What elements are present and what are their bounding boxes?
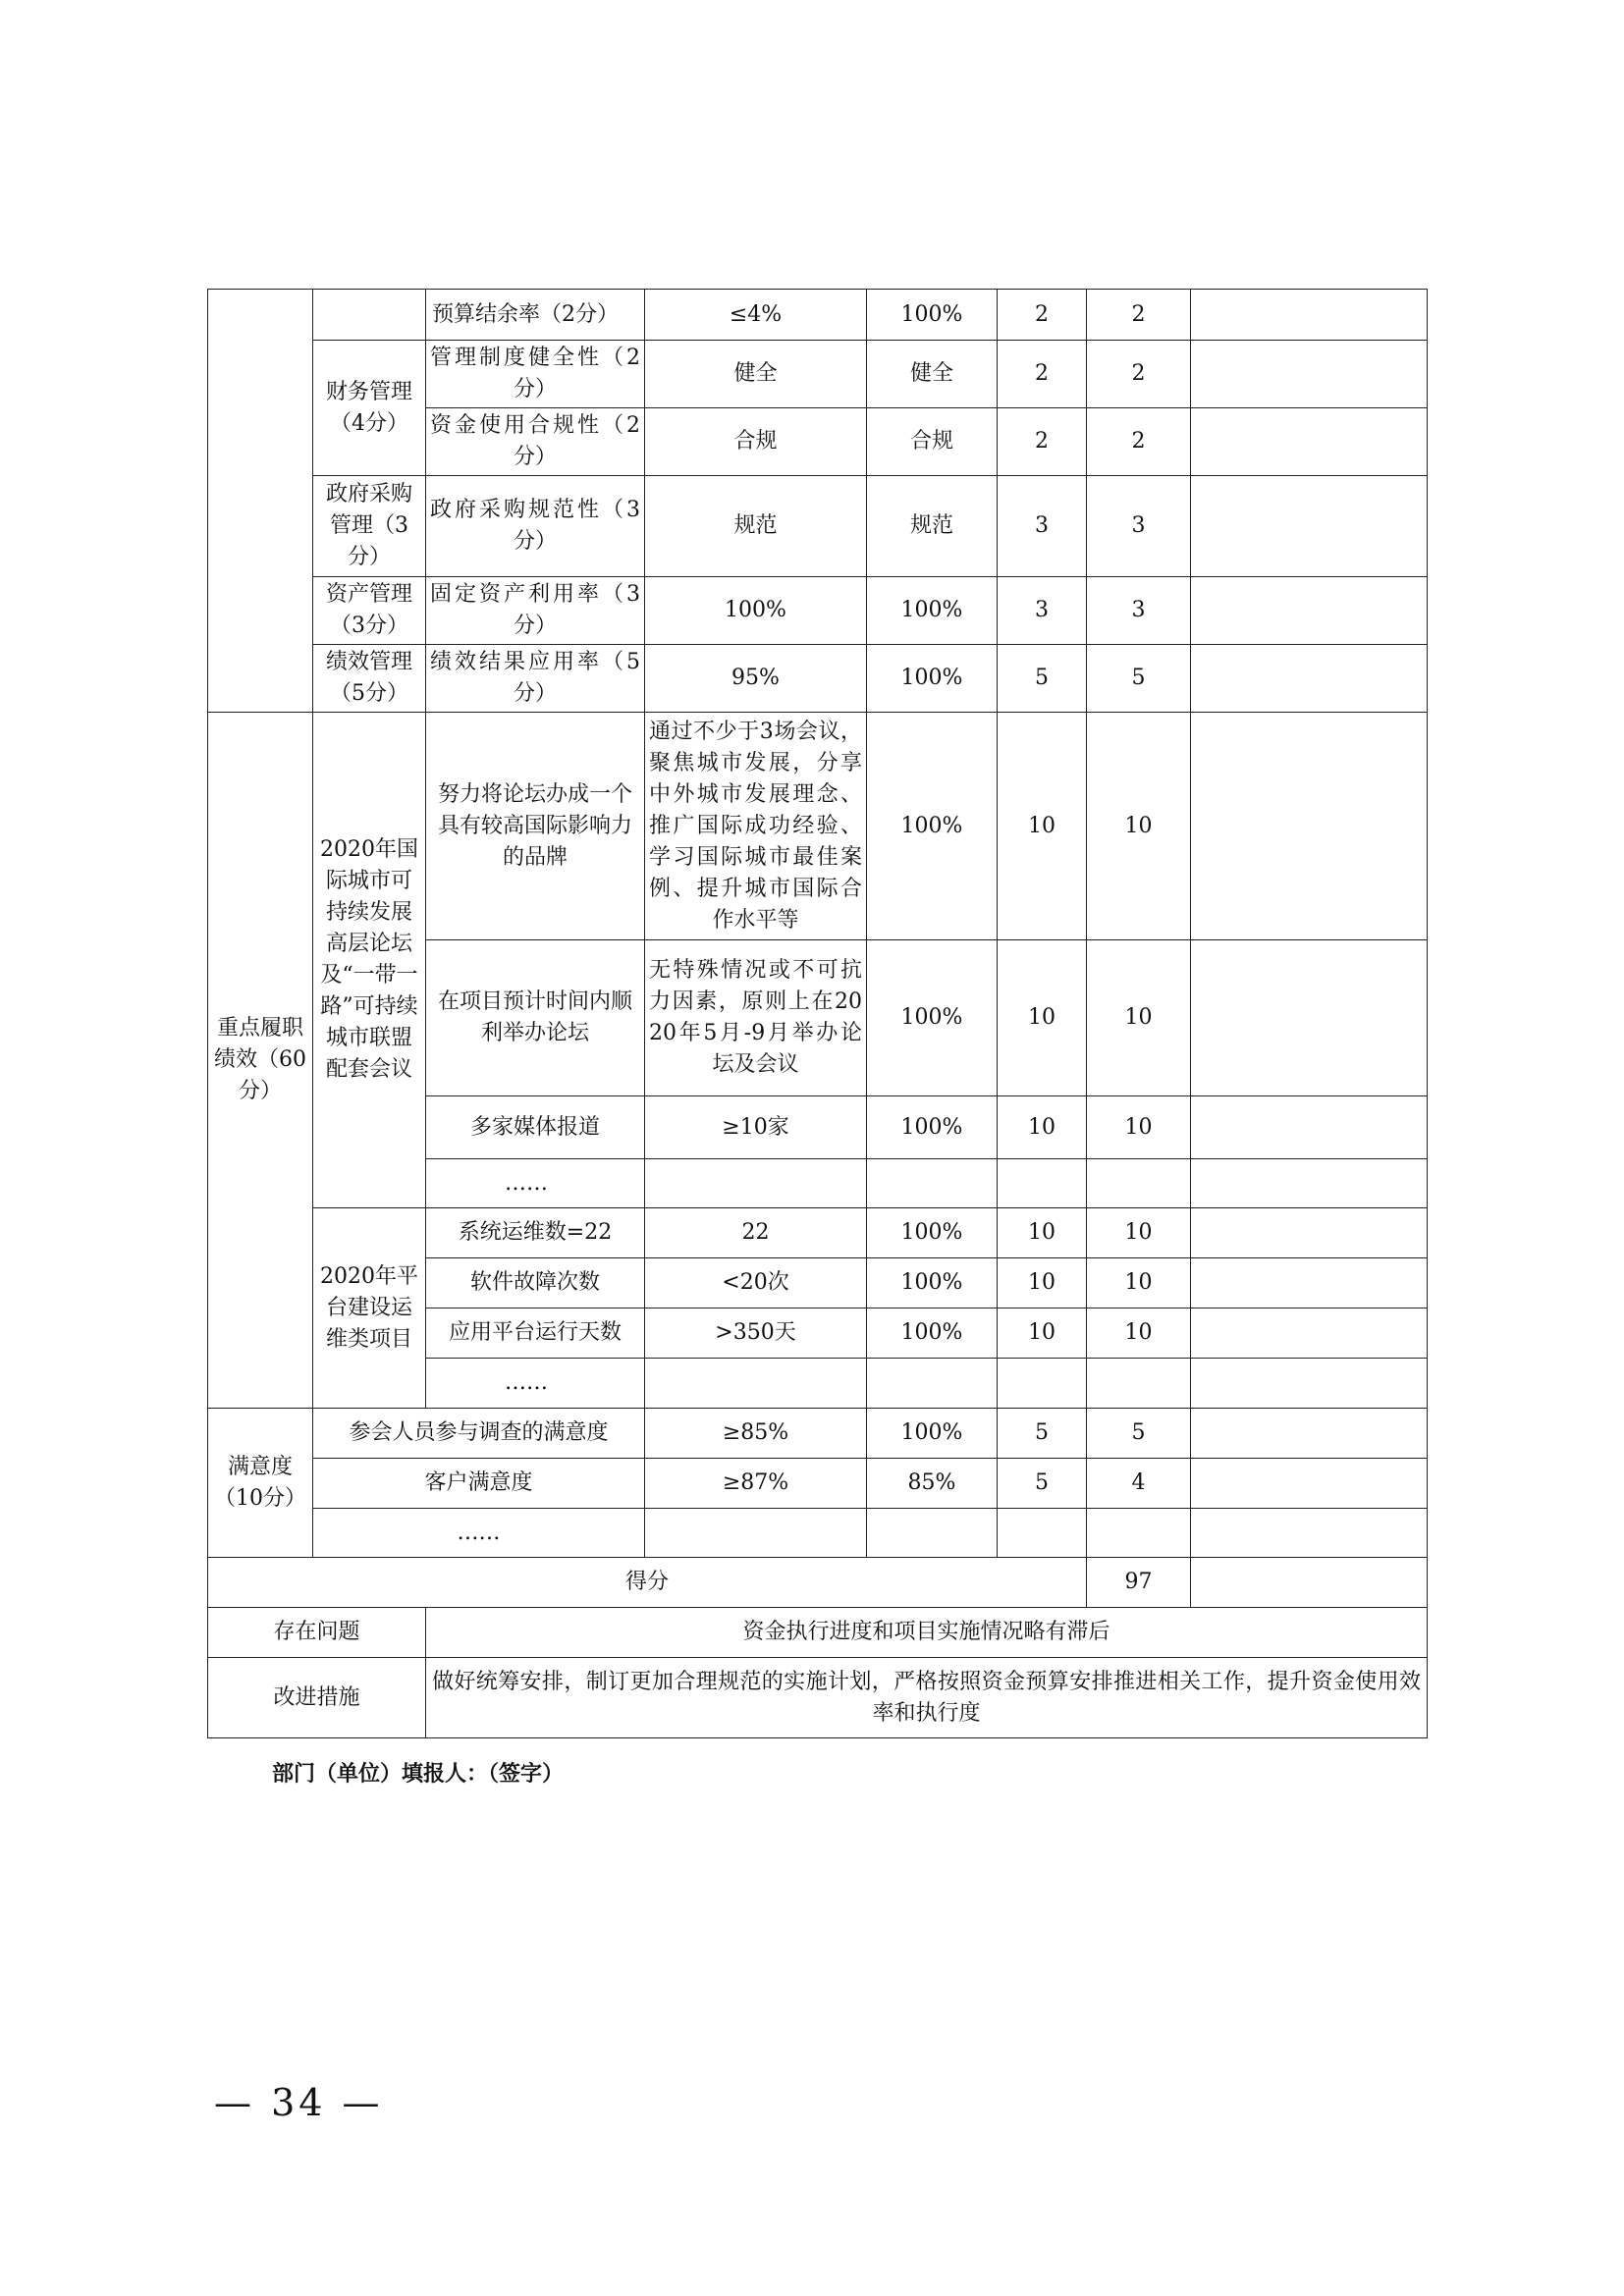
- total-score: 97: [1087, 1558, 1191, 1608]
- actual-cell: 规范: [867, 476, 998, 577]
- subcategory-procurement: 政府采购管理（3分）: [313, 476, 426, 577]
- indicator-cell: 客户满意度: [313, 1459, 645, 1509]
- actual-cell: [867, 1359, 998, 1409]
- table-row: [208, 577, 1428, 645]
- score-cell: 3: [1087, 476, 1191, 577]
- weight-cell: 10: [998, 1308, 1087, 1359]
- target-cell: <20次: [645, 1258, 867, 1308]
- table-row: [208, 1409, 1428, 1459]
- indicator-ellipsis: ……: [426, 1359, 645, 1409]
- score-cell: 10: [1087, 1258, 1191, 1308]
- actual-cell: 100%: [867, 1308, 998, 1359]
- actual-cell: 85%: [867, 1459, 998, 1509]
- note-cell: [1191, 577, 1428, 645]
- weight-cell: 5: [998, 1409, 1087, 1459]
- target-cell: 合规: [645, 408, 867, 476]
- table-row: [208, 1459, 1428, 1509]
- note-cell: [1191, 1558, 1428, 1608]
- actual-cell: 100%: [867, 713, 998, 940]
- weight-cell: 10: [998, 1208, 1087, 1258]
- actual-cell: 100%: [867, 1208, 998, 1258]
- target-cell: ≤4%: [645, 290, 867, 341]
- indicator-cell: 预算结余率（2分）: [426, 290, 645, 341]
- score-cell: 5: [1087, 1409, 1191, 1459]
- subcategory-finance: 财务管理（4分）: [313, 341, 426, 476]
- score-cell: 10: [1087, 1096, 1191, 1159]
- indicator-cell: 软件故障次数: [426, 1258, 645, 1308]
- weight-cell: 10: [998, 713, 1087, 940]
- page-number: — 34 —: [214, 2081, 384, 2124]
- weight-cell: 2: [998, 341, 1087, 408]
- weight-cell: [998, 1359, 1087, 1409]
- table-row: [208, 476, 1428, 577]
- indicator-cell: 政府采购规范性（3分）: [426, 476, 645, 577]
- target-cell: 22: [645, 1208, 867, 1258]
- actual-cell: 合规: [867, 408, 998, 476]
- note-cell: [1191, 1096, 1428, 1159]
- table-row-problems: [208, 1608, 1428, 1658]
- actual-cell: 100%: [867, 577, 998, 645]
- target-cell: 100%: [645, 577, 867, 645]
- category-cell-blank: [208, 290, 313, 713]
- target-cell: [645, 1359, 867, 1409]
- indicator-cell: 资金使用合规性（2分）: [426, 408, 645, 476]
- actual-cell: 100%: [867, 1258, 998, 1308]
- indicator-cell: 绩效结果应用率（5分）: [426, 645, 645, 713]
- actual-cell: 100%: [867, 645, 998, 713]
- target-cell: 健全: [645, 341, 867, 408]
- score-cell: 2: [1087, 408, 1191, 476]
- weight-cell: 3: [998, 577, 1087, 645]
- target-cell: 无特殊情况或不可抗力因素，原则上在2020年5月-9月举办论坛及会议: [645, 940, 867, 1096]
- note-cell: [1191, 1509, 1428, 1558]
- actual-cell: [867, 1509, 998, 1558]
- table-row: [208, 1208, 1428, 1258]
- target-cell: 规范: [645, 476, 867, 577]
- actual-cell: 100%: [867, 1409, 998, 1459]
- target-cell: 通过不少于3场会议，聚焦城市发展，分享中外城市发展理念、推广国际成功经验、学习国际城市最佳案例、提升城市国际合作水平等: [645, 713, 867, 940]
- weight-cell: 5: [998, 645, 1087, 713]
- table-row: [208, 290, 1428, 341]
- indicator-ellipsis: ……: [313, 1509, 645, 1558]
- indicator-cell: 管理制度健全性（2分）: [426, 341, 645, 408]
- indicator-cell: 努力将论坛办成一个具有较高国际影响力的品牌: [426, 713, 645, 940]
- score-cell: 4: [1087, 1459, 1191, 1509]
- note-cell: [1191, 408, 1428, 476]
- indicator-cell: 应用平台运行天数: [426, 1308, 645, 1359]
- target-cell: ≥87%: [645, 1459, 867, 1509]
- indicator-cell: 固定资产利用率（3分）: [426, 577, 645, 645]
- subcategory-performance: 绩效管理（5分）: [313, 645, 426, 713]
- score-cell: 10: [1087, 1308, 1191, 1359]
- score-cell: [1087, 1159, 1191, 1208]
- actual-cell: 100%: [867, 290, 998, 341]
- score-cell: 10: [1087, 1208, 1191, 1258]
- project-platform: 2020年平台建设运维类项目: [313, 1208, 426, 1409]
- note-cell: [1191, 1409, 1428, 1459]
- target-cell: >350天: [645, 1308, 867, 1359]
- weight-cell: 10: [998, 940, 1087, 1096]
- note-cell: [1191, 1258, 1428, 1308]
- note-cell: [1191, 1308, 1428, 1359]
- target-cell: [645, 1159, 867, 1208]
- target-cell: [645, 1509, 867, 1558]
- note-cell: [1191, 645, 1428, 713]
- weight-cell: 2: [998, 290, 1087, 341]
- table-row-measures: [208, 1658, 1428, 1738]
- total-label: 得分: [208, 1558, 1087, 1608]
- target-cell: ≥10家: [645, 1096, 867, 1159]
- table-row: [208, 713, 1428, 940]
- actual-cell: 100%: [867, 940, 998, 1096]
- note-cell: [1191, 940, 1428, 1096]
- note-cell: [1191, 341, 1428, 408]
- score-cell: 3: [1087, 577, 1191, 645]
- note-cell: [1191, 290, 1428, 341]
- indicator-cell: 在项目预计时间内顺利举办论坛: [426, 940, 645, 1096]
- weight-cell: [998, 1159, 1087, 1208]
- actual-cell: 100%: [867, 1096, 998, 1159]
- weight-cell: 5: [998, 1459, 1087, 1509]
- score-cell: 2: [1087, 341, 1191, 408]
- actual-cell: 健全: [867, 341, 998, 408]
- weight-cell: [998, 1509, 1087, 1558]
- weight-cell: 10: [998, 1258, 1087, 1308]
- weight-cell: 3: [998, 476, 1087, 577]
- score-cell: [1087, 1509, 1191, 1558]
- filler-signature-line: 部门（单位）填报人：（签字）: [272, 1762, 565, 1787]
- score-cell: 10: [1087, 713, 1191, 940]
- category-key-performance: 重点履职绩效（60分）: [208, 713, 313, 1409]
- subcategory-asset: 资产管理（3分）: [313, 577, 426, 645]
- note-cell: [1191, 476, 1428, 577]
- measures-label: 改进措施: [208, 1658, 426, 1738]
- note-cell: [1191, 1359, 1428, 1409]
- score-cell: 2: [1087, 290, 1191, 341]
- target-cell: 95%: [645, 645, 867, 713]
- measures-text: 做好统筹安排，制订更加合理规范的实施计划，严格按照资金预算安排推进相关工作，提升资金使用效率和执行度: [426, 1658, 1428, 1738]
- table-row: [208, 645, 1428, 713]
- actual-cell: [867, 1159, 998, 1208]
- score-cell: 5: [1087, 645, 1191, 713]
- indicator-cell: 系统运维数=22: [426, 1208, 645, 1258]
- table-row-total: [208, 1558, 1428, 1608]
- weight-cell: 10: [998, 1096, 1087, 1159]
- problems-text: 资金执行进度和项目实施情况略有滞后: [426, 1608, 1428, 1658]
- score-cell: [1087, 1359, 1191, 1409]
- indicator-ellipsis: ……: [426, 1159, 645, 1208]
- note-cell: [1191, 1159, 1428, 1208]
- weight-cell: 2: [998, 408, 1087, 476]
- subcategory-cell-blank: [313, 290, 426, 341]
- indicator-cell: 多家媒体报道: [426, 1096, 645, 1159]
- target-cell: ≥85%: [645, 1409, 867, 1459]
- table-row: [208, 1509, 1428, 1558]
- note-cell: [1191, 1208, 1428, 1258]
- performance-evaluation-table: [207, 289, 1428, 1738]
- table-row: [208, 341, 1428, 408]
- category-satisfaction: 满意度（10分）: [208, 1409, 313, 1558]
- problems-label: 存在问题: [208, 1608, 426, 1658]
- project-forum: 2020年国际城市可持续发展高层论坛及“一带一路”可持续城市联盟配套会议: [313, 713, 426, 1208]
- indicator-cell: 参会人员参与调查的满意度: [313, 1409, 645, 1459]
- note-cell: [1191, 1459, 1428, 1509]
- note-cell: [1191, 713, 1428, 940]
- score-cell: 10: [1087, 940, 1191, 1096]
